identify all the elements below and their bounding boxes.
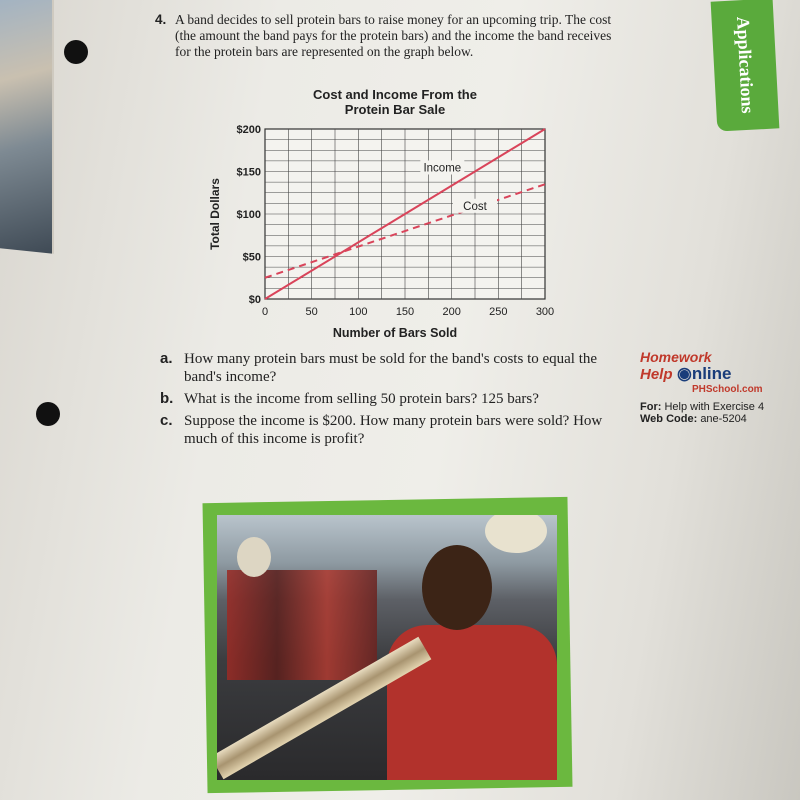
series-label-cost: Cost bbox=[463, 200, 487, 213]
x-tick-label: 150 bbox=[395, 306, 415, 318]
x-tick-label: 50 bbox=[305, 306, 318, 318]
section-tab-label: Applications bbox=[732, 16, 759, 114]
homework-label: Homework bbox=[640, 349, 712, 365]
y-tick-label: $0 bbox=[248, 294, 261, 306]
question-c bbox=[160, 412, 630, 448]
binder-hole bbox=[36, 402, 60, 426]
x-axis-label: Number of Bars Sold bbox=[332, 326, 458, 340]
problem-statement bbox=[155, 12, 615, 60]
question-label: a. bbox=[160, 350, 173, 367]
chart-title: Protein Bar Sale bbox=[344, 102, 446, 117]
help-label: Help bbox=[640, 366, 673, 383]
question-a bbox=[160, 350, 630, 386]
question-list bbox=[160, 350, 630, 452]
question-text: Suppose the income is $200. How many protein bars were sold? How much of this income is profit? bbox=[184, 413, 603, 447]
question-label: c. bbox=[160, 412, 173, 429]
problem-number: 4. bbox=[155, 12, 167, 27]
question-text: How many protein bars must be sold for the band's costs to equal the band's income? bbox=[184, 351, 598, 385]
x-tick-label: 200 bbox=[442, 306, 461, 318]
globe-icon: ◉ bbox=[676, 364, 692, 383]
sousaphone-bell bbox=[237, 537, 271, 577]
question-text: What is the income from selling 50 protein bars? 125 bars? bbox=[184, 391, 539, 407]
band-crowd bbox=[227, 570, 377, 680]
cost-income-chart bbox=[200, 84, 580, 344]
y-tick-label: $200 bbox=[236, 124, 261, 136]
x-tick-label: 250 bbox=[489, 306, 508, 318]
x-tick-label: 0 bbox=[261, 306, 269, 318]
site-label: PHSchool.com bbox=[692, 384, 763, 395]
x-tick-label: 100 bbox=[349, 306, 368, 318]
y-tick-label: $150 bbox=[236, 166, 261, 179]
question-label: b. bbox=[160, 390, 174, 407]
y-tick-label: $100 bbox=[236, 209, 261, 221]
web-code-line bbox=[640, 413, 790, 425]
marching-band-photo bbox=[217, 515, 557, 780]
web-code-label: Web Code: bbox=[640, 413, 698, 425]
binder-hole bbox=[64, 40, 88, 64]
y-tick-label: $50 bbox=[242, 251, 261, 264]
for-text: Help with Exercise 4 bbox=[664, 401, 765, 413]
series-label-income: Income bbox=[423, 162, 462, 175]
section-tab bbox=[711, 0, 780, 132]
sousaphone-bell bbox=[485, 515, 547, 553]
player-head bbox=[422, 545, 492, 630]
x-tick-label: 300 bbox=[535, 306, 555, 318]
for-label: For: bbox=[640, 401, 662, 413]
help-for-line bbox=[640, 401, 790, 413]
previous-page-photo bbox=[0, 0, 54, 254]
chart-svg bbox=[200, 84, 580, 344]
web-code-value: ane-5204 bbox=[700, 413, 747, 425]
homework-help-box bbox=[640, 350, 790, 425]
problem-text: A band decides to sell protein bars to raise money for an upcoming trip. The cost (the amount the band pays for the protein bars) and the income the band receives for the protein bars are represented on the graph below. bbox=[175, 12, 612, 59]
y-axis-label: Total Dollars bbox=[208, 178, 222, 250]
chart-title: Cost and Income From the bbox=[313, 87, 477, 102]
question-b bbox=[160, 390, 630, 408]
online-label: nline bbox=[691, 364, 732, 383]
